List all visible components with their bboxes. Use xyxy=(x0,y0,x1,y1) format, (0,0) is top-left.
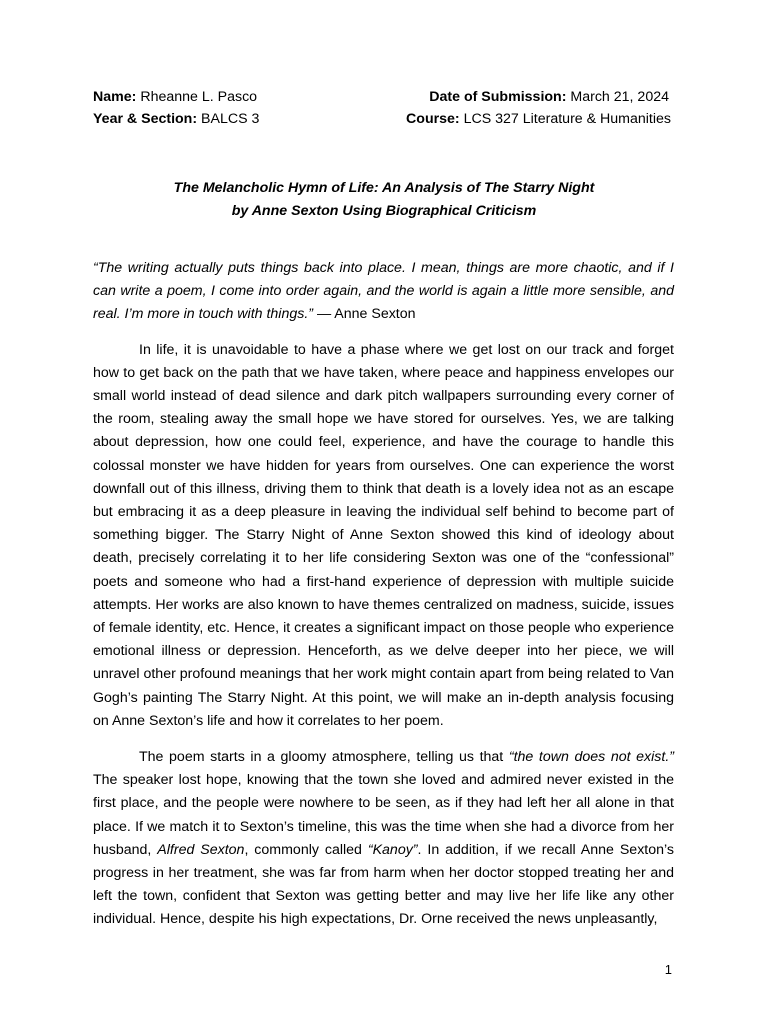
course-label: Course: xyxy=(406,111,460,127)
paragraph-2-name-2: “Kanoy” xyxy=(367,841,418,858)
title-line-1: The Melancholic Hymn of Life: An Analysis of The Starry Night xyxy=(173,180,595,196)
paragraph-2-part-2: The speaker lost hope, knowing that the town she loved and admired never existed in the first place, and the people were nowhere to be seen, as if they had left her all alone in that place. If we match it to Sexton’s timeline, this was the time when she had a divorce from her husband, xyxy=(93,772,674,858)
title-line-2: by Anne Sexton Using Biographical Criticism xyxy=(231,203,537,219)
date-value: March 21, 2024 xyxy=(570,89,669,105)
paragraph-2-part-4: . In addition, if we recall Anne Sexton’s progress in her treatment, she was far from harm when her doctor stopped treating her and left the town, confident that Sexton was getting better and may live her life like any other individual. Hence, despite his high expectations, Dr. Orne received the news unpleasantly, xyxy=(93,841,674,928)
submission-date xyxy=(429,86,669,108)
document-header xyxy=(93,86,671,130)
course xyxy=(406,108,671,130)
essay-body xyxy=(93,257,674,932)
name-value: Rheanne L. Pasco xyxy=(140,89,258,105)
essay-title xyxy=(93,177,675,223)
section-value: BALCS 3 xyxy=(201,111,260,127)
paragraph-2-name-1: Alfred Sexton xyxy=(157,841,245,858)
date-label: Date of Submission: xyxy=(429,89,567,105)
header-row-1 xyxy=(93,86,671,108)
paragraph-2-part-3: , commonly called xyxy=(244,841,368,858)
paragraph-2-part-1: The poem starts in a gloomy atmosphere, telling us that xyxy=(139,749,509,766)
name-label: Name: xyxy=(93,89,137,105)
year-section xyxy=(93,108,259,130)
course-value: LCS 327 Literature & Humanities xyxy=(463,111,671,127)
header-row-2 xyxy=(93,108,671,130)
paragraph-2 xyxy=(93,746,674,932)
paragraph-2-quote: “the town does not exist.” xyxy=(508,749,674,766)
epigraph-quote: “The writing actually puts things back into place. I mean, things are more chaotic, and if I can write a poem, I come into order again, and the world is again a little more sensible, and real. I’m more in touch with things.” xyxy=(93,260,674,323)
paragraph-1: In life, it is unavoidable to have a phase where we get lost on our track and forget how to get back on the path that we have taken, where peace and happiness envelopes our small world instead of dead silence and dark pitch wallpapers surrounding every corner of the room, stealing away the small hope we have stored for ourselves. Yes, we are talking about depression, how one could feel, experience, and have the courage to handle this colossal monster we have hidden for years from ourselves. One can experience the worst downfall out of this illness, driving them to think that death is a lovely idea not as an escape but embracing it as a deep pleasure in leaving the individual self behind to become part of something bigger. The Starry Night of Anne Sexton showed this kind of ideology about death, precisely correlating it to her life considering Sexton was one of the “confessional” poets and someone who had a first-hand experience of depression with multiple suicide attempts. Her works are also known to have themes centralized on madness, suicide, issues of female identity, etc. Hence, it creates a significant impact on those people who experience emotional illness or depression. Henceforth, as we delve deeper into her piece, we will unravel other profound meanings that her work might contain apart from being related to Van Gogh’s painting The Starry Night. At this point, we will make an in-depth analysis focusing on Anne Sexton’s life and how it correlates to her poem. xyxy=(93,341,674,729)
page-number: 1 xyxy=(664,962,672,977)
section-label: Year & Section: xyxy=(93,111,198,127)
student-name xyxy=(93,86,257,108)
epigraph-attribution: — Anne Sexton xyxy=(313,306,416,323)
epigraph xyxy=(93,257,674,327)
